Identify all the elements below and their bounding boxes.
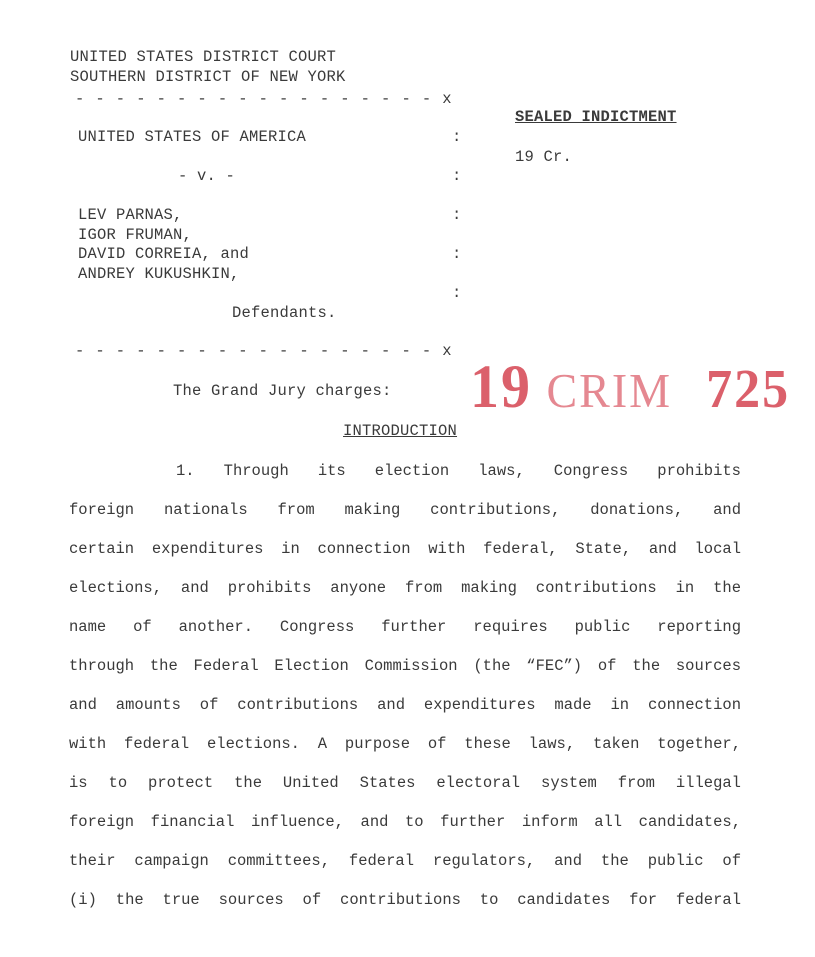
plaintiff-name: UNITED STATES OF AMERICA xyxy=(78,128,307,146)
caption-colon: : xyxy=(452,167,462,185)
paragraph-line: is to protect the United States electoral system from illegal xyxy=(69,774,741,792)
stamp-number: 725 xyxy=(706,359,791,420)
paragraph-line: foreign financial influence, and to further inform all candidates, xyxy=(69,813,741,831)
versus-label: - v. - xyxy=(178,167,236,185)
caption-colon: : xyxy=(452,128,462,146)
grand-jury-opening: The Grand Jury charges: xyxy=(173,382,392,400)
caption-top-rule: - - - - - - - - - - - - - - - - - - x xyxy=(75,90,453,108)
paragraph-line: foreign nationals from making contributions, donations, and xyxy=(69,501,741,519)
defendant-name: IGOR FRUMAN, xyxy=(78,226,193,244)
paragraph-line: and amounts of contributions and expenditures made in connection xyxy=(69,696,741,714)
paragraph-line: with federal elections. A purpose of these laws, taken together, xyxy=(69,735,741,753)
court-name: UNITED STATES DISTRICT COURT xyxy=(70,48,337,66)
paragraph-line: name of another. Congress further requires public reporting xyxy=(69,618,741,636)
paragraph-line: elections, and prohibits anyone from making contributions in the xyxy=(69,579,741,597)
stamp-crim: CRIM xyxy=(546,363,673,418)
case-number: 19 Cr. xyxy=(515,148,573,166)
defendant-name: DAVID CORREIA, and xyxy=(78,245,250,263)
paragraph-line: 1. Through its election laws, Congress prohibits xyxy=(176,462,741,480)
caption-colon: : xyxy=(452,206,462,224)
paragraph-line: (i) the true sources of contributions to candidates for federal xyxy=(69,891,741,909)
stamp-year: 19 xyxy=(470,352,532,421)
paragraph-line: their campaign committees, federal regulators, and the public of xyxy=(69,852,741,870)
paragraph-line: certain expenditures in connection with federal, State, and local xyxy=(69,540,741,558)
defendant-name: ANDREY KUKUSHKIN, xyxy=(78,265,240,283)
defendants-label: Defendants. xyxy=(232,304,337,322)
document-title: SEALED INDICTMENT xyxy=(515,108,677,126)
court-district: SOUTHERN DISTRICT OF NEW YORK xyxy=(70,68,346,86)
defendant-name: LEV PARNAS, xyxy=(78,206,183,224)
docket-stamp xyxy=(412,290,791,421)
caption-bottom-rule: - - - - - - - - - - - - - - - - - - x xyxy=(75,342,453,360)
caption-colon: : xyxy=(452,284,462,302)
section-heading: INTRODUCTION xyxy=(343,422,458,440)
caption-colon: : xyxy=(452,245,462,263)
paragraph-line: through the Federal Election Commission (the “FEC”) of the sources xyxy=(69,657,741,675)
